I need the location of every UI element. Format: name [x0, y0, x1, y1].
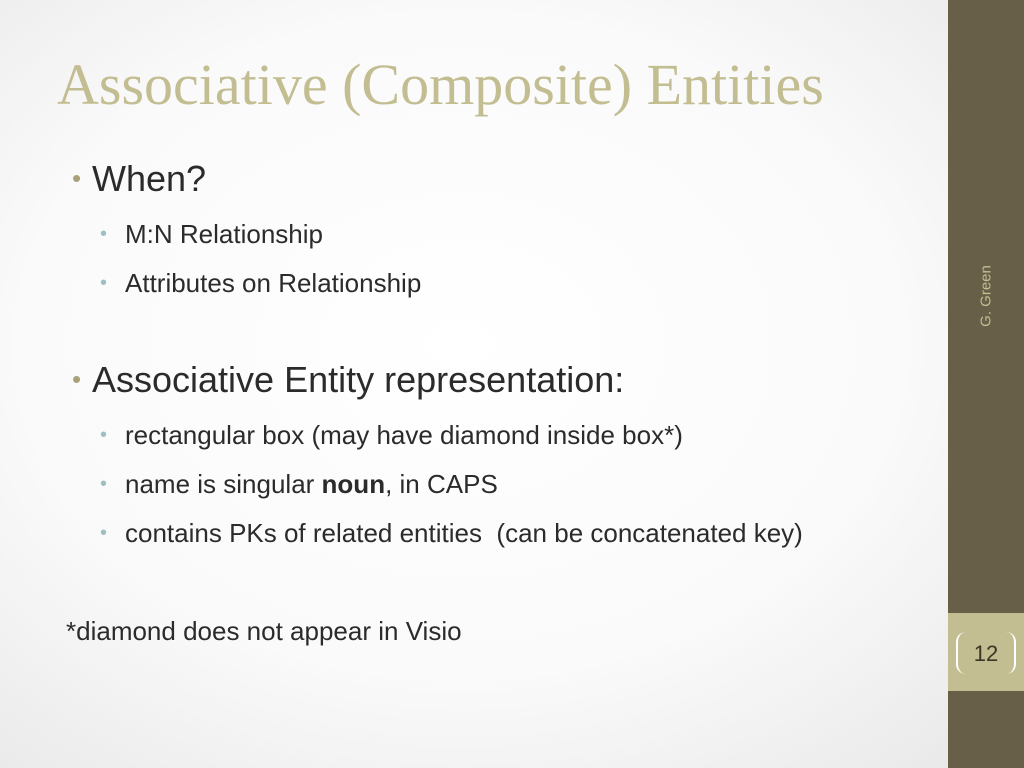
- sub-bullet-attributes: [100, 267, 421, 299]
- sub-bullet-text-bold: noun: [321, 469, 386, 499]
- sub-bullet-mn-relationship: [100, 218, 323, 250]
- sub-bullet-text-pre: name is singular: [125, 469, 322, 499]
- sub-bullet-contains-pks: [100, 517, 803, 549]
- sub-bullet-dot: •: [100, 473, 108, 495]
- bullet-representation: [72, 358, 624, 401]
- sub-bullet-text-post: , in CAPS: [385, 469, 498, 499]
- sub-bullet-singular-noun: [100, 468, 498, 500]
- sub-bullet-text: contains PKs of related entities (can be concatenated key): [125, 518, 803, 548]
- sub-bullet-rectangular-box: [100, 419, 683, 451]
- bullet-when: [72, 157, 206, 200]
- sub-bullet-text: M:N Relationship: [125, 219, 323, 249]
- sub-bullet-dot: •: [100, 272, 108, 294]
- slide-title: Associative (Composite) Entities: [57, 52, 824, 117]
- sub-bullet-dot: •: [100, 522, 108, 544]
- bullet-dot: •: [72, 364, 82, 394]
- sub-bullet-text: rectangular box (may have diamond inside box*): [125, 420, 683, 450]
- page-number: 12: [973, 641, 999, 666]
- author-label: G. Green: [977, 265, 995, 327]
- bullet-text: When?: [92, 158, 207, 199]
- footnote: *diamond does not appear in Visio: [66, 616, 462, 646]
- bullet-text: Associative Entity representation:: [92, 359, 625, 400]
- sub-bullet-dot: •: [100, 424, 108, 446]
- sub-bullet-text: Attributes on Relationship: [125, 268, 422, 298]
- bullet-dot: •: [72, 163, 82, 193]
- sub-bullet-dot: •: [100, 223, 108, 245]
- page-number-box: [948, 613, 1024, 691]
